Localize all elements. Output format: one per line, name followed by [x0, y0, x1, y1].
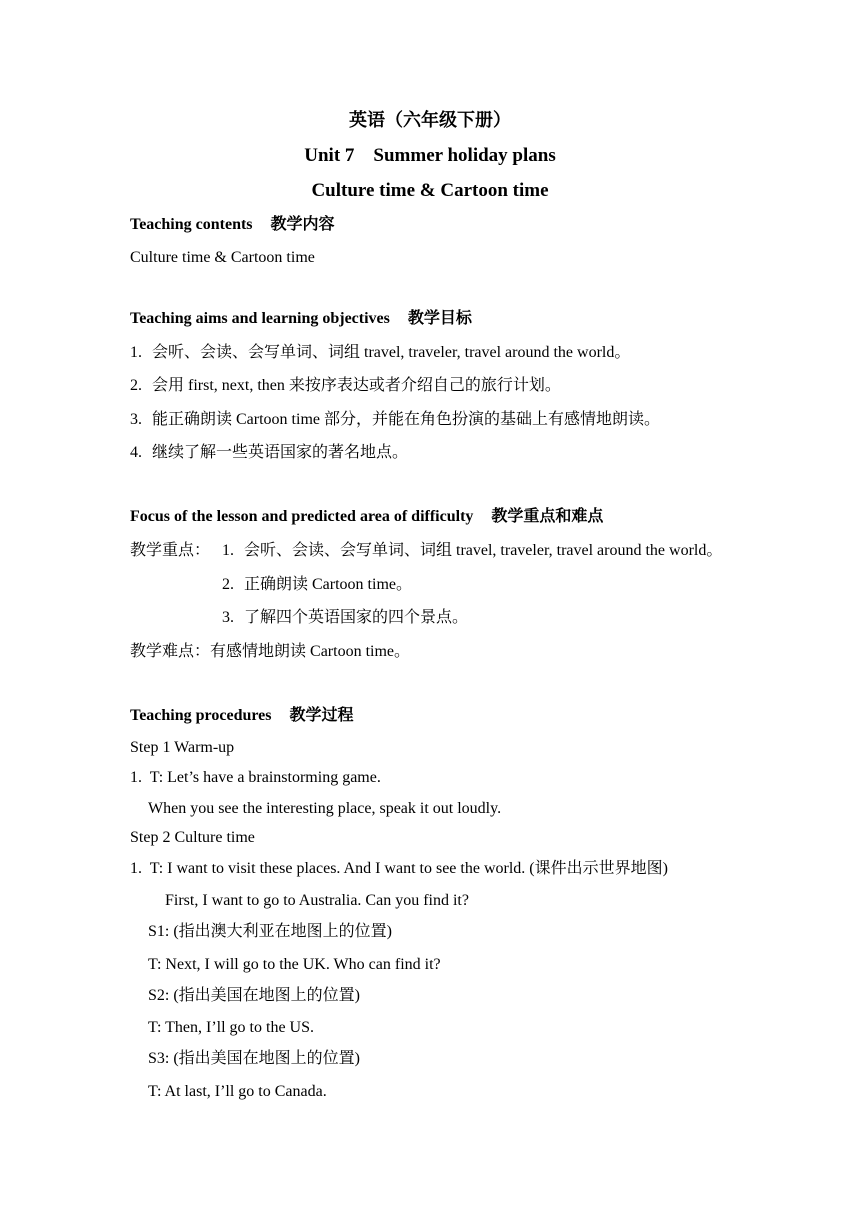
item-text: 继续了解一些英语国家的著名地点。	[152, 444, 409, 461]
section-heading-focus	[130, 507, 603, 527]
procedure-line: First, I want to go to Australia. Can you find it?	[165, 892, 469, 909]
item-text: 了解四个英语国家的四个景点。	[244, 609, 469, 626]
procedure-line: 1. T: Let’s have a brainstorming game.	[130, 769, 381, 786]
procedure-line: T: At last, I’ll go to Canada.	[148, 1083, 327, 1100]
section-heading-aims	[130, 309, 472, 329]
item-text: 能正确朗读 Cartoon time 部分，并能在角色扮演的基础上有感情地朗读。	[152, 411, 660, 428]
heading-cn: 教学过程	[289, 707, 354, 724]
heading-en: Teaching aims and learning objectives	[130, 310, 390, 327]
aims-item	[130, 410, 660, 430]
procedure-line: When you see the interesting place, speak it out loudly.	[148, 800, 502, 817]
unit-title	[0, 145, 860, 167]
item-text: 会用 first, next, then 来按序表达或者介绍自己的旅行计划。	[152, 377, 561, 394]
item-number: 1.	[222, 542, 234, 559]
focus-difficulty	[130, 642, 410, 662]
unit-title-text: Unit 7 Summer holiday plans	[304, 145, 556, 166]
item-text: 正确朗读 Cartoon time。	[244, 576, 412, 593]
step-heading: Step 1 Warm-up	[130, 739, 235, 756]
section-heading-procedures	[130, 706, 354, 726]
item-number: 2.	[222, 576, 234, 593]
difficulty-text: 有感情地朗读 Cartoon time。	[210, 643, 411, 660]
heading-en: Teaching procedures	[130, 707, 272, 724]
procedure-line: S3: (指出美国在地图上的位置)	[148, 1050, 361, 1067]
procedure-line: S1: (指出澳大利亚在地图上的位置)	[148, 923, 393, 940]
item-number: 1.	[130, 344, 142, 361]
item-text: 会听、会读、会写单词、词组 travel, traveler, travel around the world。	[244, 542, 723, 559]
heading-cn: 教学重点和难点	[491, 508, 604, 525]
procedure-line: T: Next, I will go to the UK. Who can find it?	[148, 956, 441, 973]
aims-item	[130, 376, 561, 396]
doc-title-cn: 英语（六年级下册）	[349, 110, 511, 130]
procedure-line: T: Then, I’ll go to the US.	[148, 1019, 314, 1036]
step-heading: Step 2 Culture time	[130, 829, 255, 846]
focus-key-label: 教学重点：	[130, 542, 211, 559]
aims-item	[130, 343, 630, 363]
item-text: 会听、会读、会写单词、词组 travel, traveler, travel around the world。	[152, 344, 631, 361]
heading-en: Focus of the lesson and predicted area of difficulty	[130, 508, 474, 525]
heading-cn: 教学内容	[270, 216, 335, 233]
difficulty-label: 教学难点：	[130, 643, 211, 660]
focus-key-item	[222, 608, 468, 628]
heading-en: Teaching contents	[130, 216, 253, 233]
item-number: 2.	[130, 377, 142, 394]
item-number: 3.	[130, 411, 142, 428]
lesson-title: Culture time & Cartoon time	[311, 180, 549, 201]
item-number: 3.	[222, 609, 234, 626]
heading-cn: 教学目标	[407, 310, 472, 327]
focus-key-item	[222, 541, 722, 561]
section-heading-contents	[130, 215, 335, 235]
focus-key-item	[222, 575, 412, 595]
procedure-line: 1. T: I want to visit these places. And I want to see the world. (课件出示世界地图)	[130, 860, 668, 877]
contents-text: Culture time & Cartoon time	[130, 249, 315, 266]
aims-item	[130, 443, 408, 463]
item-number: 4.	[130, 444, 142, 461]
procedure-line: S2: (指出美国在地图上的位置)	[148, 987, 361, 1004]
